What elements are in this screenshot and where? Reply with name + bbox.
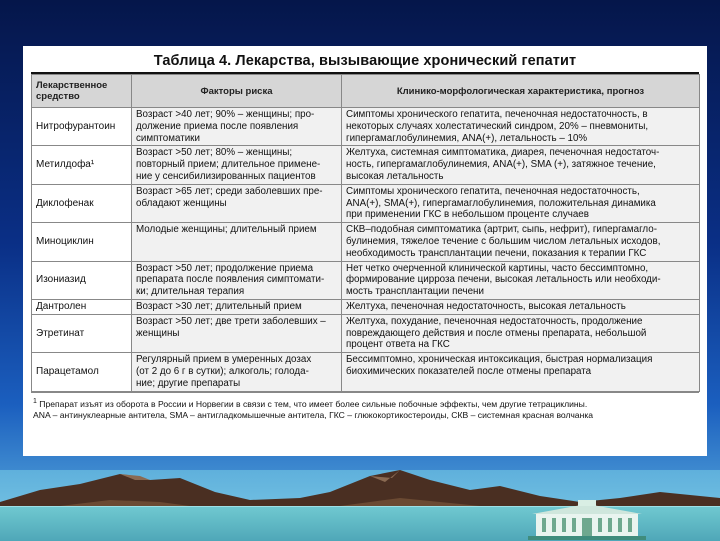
risk-line: Возраст >65 лет; среди заболевших пре- xyxy=(136,185,323,197)
drug-table xyxy=(31,74,700,392)
clinical-line: при применении ГКС в небольшом проценте случаев xyxy=(346,209,589,221)
risk-line: ки; длительная терапия xyxy=(136,286,245,298)
footnote-1 xyxy=(33,396,697,410)
table-panel xyxy=(23,46,707,456)
clinical-line: Желтуха, системная симптоматика, диарея, печеночная недостаточ- xyxy=(346,147,660,159)
clinical-cell xyxy=(342,299,700,314)
risk-factors-cell xyxy=(132,223,342,261)
column-header-drug: Лекарственное средство xyxy=(32,75,132,108)
drug-name-cell: Парацетамол xyxy=(32,353,132,391)
column-header-clinical: Клинико-морфологическая характеристика, прогноз xyxy=(342,75,700,108)
drug-name-cell: Этретинат xyxy=(32,314,132,352)
risk-factors-cell xyxy=(132,299,342,314)
clinical-line: высокая летальность xyxy=(346,170,444,182)
clinical-line: некоторых случаях холестатический синдром, 20% – пневмониты, xyxy=(346,120,649,132)
clinical-cell xyxy=(342,223,700,261)
clinical-line: булинемия, тяжелое течение с большим числом летальных исходов, xyxy=(346,235,661,247)
clinical-line: биохимических показателей после отмены препарата xyxy=(346,365,592,377)
risk-line: повторный прием; длительное примене- xyxy=(136,159,321,171)
clinical-cell xyxy=(342,353,700,391)
clinical-line: СКВ–подобная симптоматика (артрит, сыпь, нефрит), гипергамагло- xyxy=(346,224,657,236)
risk-line: препарата после появления симптомати- xyxy=(136,274,325,286)
table-body xyxy=(32,108,700,392)
risk-line: Возраст >50 лет; две трети заболевших – xyxy=(136,315,326,327)
risk-factors-cell xyxy=(132,314,342,352)
table-row xyxy=(32,261,700,299)
risk-line: (от 2 до 6 г в сутки); алкоголь; голода- xyxy=(136,365,309,377)
drug-name-cell: Миноциклин xyxy=(32,223,132,261)
table-row xyxy=(32,146,700,184)
risk-factors-cell xyxy=(132,261,342,299)
risk-factors-cell xyxy=(132,146,342,184)
clinical-line: Желтуха, похудание, печеночная недостаточность, продолжение xyxy=(346,315,643,327)
column-header-risk: Факторы риска xyxy=(132,75,342,108)
clinical-cell xyxy=(342,146,700,184)
footnote-1-text: Препарат изъят из оборота в России и Норвегии в связи с тем, что имеет более сильные побочные эффекты, чем другие тетрациклины. xyxy=(39,398,588,409)
table-row xyxy=(32,223,700,261)
clinical-cell xyxy=(342,108,700,146)
risk-line: обладают женщины xyxy=(136,197,227,209)
clinical-line: Симптомы хронического гепатита, печеночная недостаточность, в xyxy=(346,109,648,120)
table-row xyxy=(32,184,700,222)
clinical-line: повреждающего действия и после отмены препарата, небольшой xyxy=(346,327,647,339)
clinical-line: Симптомы хронического гепатита, печеночная недостаточность, xyxy=(346,185,640,197)
risk-line: Молодые женщины; длительный прием xyxy=(136,224,317,236)
drug-name-cell: Метилдофа¹ xyxy=(32,146,132,184)
drug-name-cell: Дантролен xyxy=(32,299,132,314)
table-row xyxy=(32,299,700,314)
risk-line: ние у сенсибилизированных пациентов xyxy=(136,170,316,182)
clinical-cell xyxy=(342,314,700,352)
footnote-2: ANA – антинуклеарные антитела, SMA – антигладкомышечные антитела, ГКС – глюкокортикостероиды, СКВ – системная красная волчанка xyxy=(33,410,594,421)
clinical-line: Бессимптомно, хроническая интоксикация, быстрая нормализация xyxy=(346,354,653,366)
drug-name-cell: Нитрофурантоин xyxy=(32,108,132,146)
risk-line: симптоматики xyxy=(136,132,200,144)
risk-factors-cell xyxy=(132,353,342,391)
table-row xyxy=(32,314,700,352)
footnote-mark: 1 xyxy=(33,397,37,405)
clinical-line: гипергамаглобулинемия, ANA(+), летальность – 10% xyxy=(346,132,588,144)
clinical-line: необходимость трансплантации печени, показания к терапии ГКС xyxy=(346,247,647,259)
risk-line: Возраст >50 лет; продолжение приема xyxy=(136,262,314,274)
table-row xyxy=(32,353,700,391)
building-logo-icon xyxy=(528,500,646,540)
drug-name-cell: Изониазид xyxy=(32,261,132,299)
clinical-cell xyxy=(342,184,700,222)
clinical-line: мость трансплантации печени xyxy=(346,286,484,298)
clinical-line: Желтуха, печеночная недостаточность, высокая летальность xyxy=(346,300,626,312)
clinical-cell xyxy=(342,261,700,299)
table-title: Таблица 4. Лекарства, вызывающие хронический гепатит xyxy=(153,53,577,69)
clinical-line: ANA(+), SMA(+), гипергамаглобулинемия, положительная динамика xyxy=(346,197,656,209)
risk-factors-cell xyxy=(132,184,342,222)
clinical-line: процент ответа на ГКС xyxy=(346,339,450,351)
clinical-line: Нет четко очерченной клинической картины, часто бессимптомно, xyxy=(346,262,649,274)
risk-line: женщины xyxy=(136,327,180,339)
risk-line: ние; другие препараты xyxy=(136,377,241,389)
clinical-line: ность, гипергамаглобулинемия, ANA(+), SMA (+), затяжное течение, xyxy=(346,159,656,171)
risk-line: Возраст >50 лет; 80% – женщины; xyxy=(136,147,293,159)
risk-line: Возраст >30 лет; длительный прием xyxy=(136,300,302,312)
table-row xyxy=(32,108,700,146)
footnotes xyxy=(31,392,699,422)
risk-line: Регулярный прием в умеренных дозах xyxy=(136,354,312,366)
clinical-line: формирование цирроза печени, высокая летальность или необходи- xyxy=(346,274,661,286)
risk-line: должение приема после появления xyxy=(136,120,299,132)
table-header-row xyxy=(32,75,700,108)
risk-factors-cell xyxy=(132,108,342,146)
drug-name-cell: Диклофенак xyxy=(32,184,132,222)
risk-line: Возраст >40 лет; 90% – женщины; про- xyxy=(136,109,315,120)
